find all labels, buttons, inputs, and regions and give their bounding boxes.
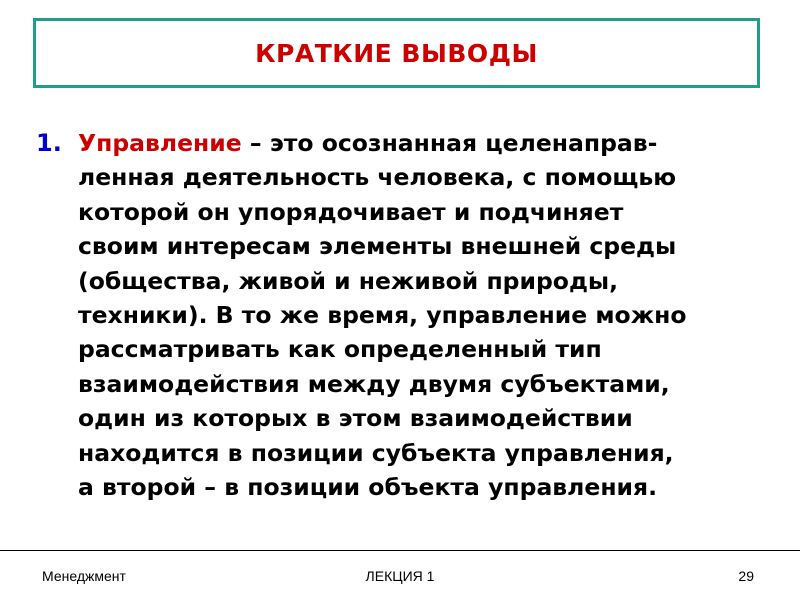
text-line: (общества, живой и неживой природы,: [78, 266, 619, 295]
text-line: а второй – в позиции объекта управления.: [78, 473, 658, 502]
footer-page-number: 29: [738, 568, 754, 584]
text-line: находится в позиции субъекта управления,: [78, 438, 674, 467]
text-line: [78, 126, 776, 160]
key-term: Управление: [78, 129, 242, 157]
text-line: один из которых в этом взаимодействии: [78, 404, 633, 433]
list-item-body: [78, 126, 776, 504]
text-line: своим интересам элементы внешней среды: [78, 232, 677, 261]
list-item-number: 1.: [36, 129, 62, 157]
text-line: рассматривать как определенный тип: [78, 335, 602, 364]
text-line: техники). В то же время, управление можно: [78, 301, 687, 330]
slide-title: КРАТКИЕ ВЫВОДЫ: [255, 38, 538, 68]
footer-lecture: ЛЕКЦИЯ 1: [365, 568, 435, 584]
title-frame: [33, 18, 760, 88]
footer-divider: [0, 550, 800, 551]
list-item: [36, 126, 776, 504]
text-line: которой он упорядочивает и подчиняет: [78, 197, 624, 226]
text-line-continuation: – это осознанная целенаправ-: [241, 129, 658, 157]
footer-course: Менеджмент: [42, 568, 126, 584]
text-line: взаимодействия между двумя субъектами,: [78, 369, 670, 398]
text-line: ленная деятельность человека, с помощью: [78, 163, 677, 192]
